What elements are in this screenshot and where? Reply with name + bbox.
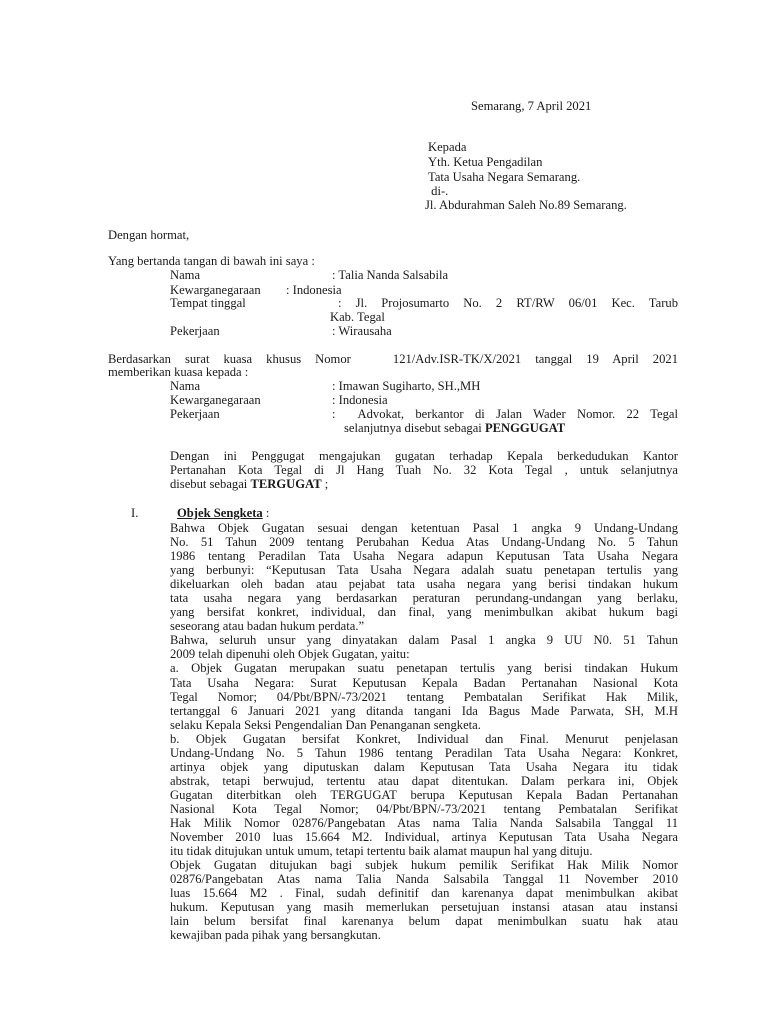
- paragraph-line: Gugatan diterbitkan oleh TERGUGAT berupa Keputusan Kepala Badan Pertanahan: [170, 787, 678, 802]
- paragraph-line: selaku Kepala Seksi Pengendalian Dan Penanganan sengketa.: [170, 717, 481, 732]
- paragraph-line: 02876/Pangebatan Atas nama Talia Nanda Salsabila Tanggal 11 November 2010: [170, 872, 678, 887]
- paragraph-line: Tata Usaha Negara: Surat Keputusan Kepala Badan Pertanahan Nasional Kota: [170, 675, 678, 690]
- plaintiff-term: PENGGUGAT: [484, 421, 566, 435]
- field-label: Kewarganegaraan: [170, 393, 261, 407]
- field-value: : Advokat, berkantor di Jalan Wader Nomor. 22 Tegal: [332, 407, 678, 421]
- recipient-address: Jl. Abdurahman Saleh No.89 Semarang.: [425, 198, 627, 212]
- section-number: I.: [131, 506, 139, 520]
- paragraph-line: Bahwa, seluruh unsur yang dinyatakan dalam Pasal 1 angka 9 UU N0. 51 Tahun: [170, 633, 678, 648]
- paragraph-line: kewajiban pada pihak yang bersangkutan.: [170, 928, 381, 943]
- paragraph-line: Objek Gugatan ditujukan bagi subjek hukum pemilik Serifikat Hak Milik Nomor: [170, 858, 678, 873]
- plaintiff-name-row: [170, 268, 678, 282]
- paragraph-line: itu tidak ditujukan untuk umum, tetapi tertentu baik alamat maupun hal yang dituju.: [170, 844, 593, 859]
- recipient-line: Kepada: [428, 140, 467, 154]
- line-text: ;: [321, 477, 329, 491]
- section-title-suffix: :: [262, 506, 270, 520]
- paragraph-line: abstrak, tetapi berwujud, tertentu atau dapat ditentukan. Dalam perkara ini, Objek: [170, 773, 678, 788]
- paragraph-line: November 2010 luas 15.664 M2. Individual, artinya Keputusan Tata Usaha Negara: [170, 830, 678, 845]
- field-value: : Indonesia: [332, 393, 388, 407]
- recipient-line: di-.: [428, 184, 449, 198]
- field-label: Kewarganegaraan: [170, 283, 261, 297]
- attorney-name-row: [170, 379, 678, 393]
- recipient-line: Yth. Ketua Pengadilan: [428, 155, 543, 169]
- field-label: Pekerjaan: [170, 407, 220, 421]
- field-label: Nama: [170, 268, 201, 282]
- paragraph-line: Bahwa Objek Gugatan sesuai dengan ketentuan Pasal 1 angka 9 Undang-Undang: [170, 521, 678, 535]
- paragraph-line: Dengan ini Penggugat mengajukan gugatan terhadap Kepala berkedudukan Kantor: [170, 449, 678, 463]
- section-title: Objek Sengketa: [177, 506, 263, 520]
- plaintiff-nationality-row: [170, 283, 678, 297]
- attorney-job-row: [170, 407, 678, 421]
- field-label: Tempat tinggal: [170, 296, 246, 310]
- power-of-attorney-line: Berdasarkan surat kuasa khusus Nomor 121/Adv.ISR-TK/X/2021 tanggal 19 April 2021: [108, 352, 678, 366]
- paragraph-line: b. Objek Gugatan bersifat Konkret, Individual dan Final. Menurut penjelasan: [170, 731, 678, 746]
- attorney-nationality-row: [170, 393, 678, 407]
- field-label: Nama: [170, 379, 201, 393]
- paragraph-line: dikeluarkan oleh badan atau pejabat tata usaha negara yang berisi tindakan hukum: [170, 577, 678, 592]
- paragraph-line: 2009 telah dipenuhi oleh Objek Gugatan, yaitu:: [170, 647, 410, 662]
- field-label: Pekerjaan: [170, 324, 220, 338]
- paragraph-line: artinya objek yang diputuskan dalam Keputusan Tata Usaha Negara itu tidak: [170, 759, 678, 774]
- section-heading: [177, 506, 269, 520]
- paragraph-line: Tegal Nomor; 04/Pbt/BPN/-73/2021 tentang Pembatalan Serifikat Hak Milik,: [170, 689, 678, 704]
- line-text: disebut sebagai: [170, 477, 251, 491]
- paragraph-line: tata usaha negara yang berdasarkan peraturan perundang-undangan yang berlaku,: [170, 591, 678, 606]
- greeting: Dengan hormat,: [108, 228, 190, 242]
- paragraph-line: luas 15.664 M2 . Final, sudah definitif dan karenanya dapat menimbulkan akibat: [170, 886, 678, 901]
- paragraph-line: yang bersifat konkret, individual, dan final, yang menimbulkan akibat hukum bagi: [170, 605, 678, 620]
- paragraph-line: lain belum bersifat final karenanya belum dapat menimbulkan suatu hak atau: [170, 914, 678, 929]
- recipient-line: Tata Usaha Negara Semarang.: [428, 170, 581, 184]
- place-date: Semarang, 7 April 2021: [471, 99, 592, 113]
- plaintiff-job-row: [170, 324, 678, 338]
- paragraph-line: hukum. Keputusan yang masih memerlukan persetujuan instansi atasan atau instansi: [170, 900, 678, 915]
- paragraph-line: seseorang atau badan hukum perdata.”: [170, 619, 365, 634]
- paragraph-line: Nasional Kota Tegal Nomor; 04/Pbt/BPN/-73/2021 tentang Pembatalan Serifikat: [170, 801, 678, 816]
- field-value: : Jl. Projosumarto No. 2 RT/RW 06/01 Kec. Tarub: [338, 296, 678, 310]
- field-value: : Indonesia: [286, 283, 342, 297]
- paragraph-line: yang berbunyi: “Keputusan Tata Usaha Negara adalah suatu penetapan tertulis yang: [170, 563, 678, 578]
- defendant-term: TERGUGAT: [250, 477, 322, 491]
- field-value: : Wirausaha: [332, 324, 392, 338]
- paragraph-line: 1986 tentang Peradilan Tata Usaha Negara adapun Keputusan Tata Usaha Negara: [170, 549, 678, 564]
- paragraph-line: tertanggal 6 Januari 2021 yang ditanda tangani Ida Bagus Made Parwata, SH, M.H: [170, 703, 678, 718]
- address-continued: Kab. Tegal: [330, 310, 385, 324]
- paragraph-line: Undang-Undang No. 5 Tahun 1986 tentang Peradilan Tata Usaha Negara: Konkret,: [170, 745, 678, 760]
- paragraph-line: Hak Milik Nomor 02876/Pangebatan Atas nama Talia Nanda Salsabila Tanggal 11: [170, 815, 678, 830]
- field-value: : Imawan Sugiharto, SH.,MH: [332, 379, 481, 393]
- paragraph-line: [170, 477, 678, 491]
- paragraph-line: a. Objek Gugatan merupakan suatu penetapan tertulis yang berisi tindakan Hukum: [170, 661, 678, 676]
- lawsuit-paragraph: [170, 449, 678, 491]
- section-body: [170, 521, 678, 942]
- designation-text: selanjutnya disebut sebagai: [344, 421, 485, 435]
- attorney-designation: [344, 421, 565, 435]
- paragraph-line: Pertanahan Kota Tegal di Jl Hang Tuah No. 32 Kota Tegal , untuk selanjutnya: [170, 463, 678, 477]
- intro-text: Yang bertanda tangan di bawah ini saya :: [108, 254, 315, 268]
- power-of-attorney-line: memberikan kuasa kepada :: [108, 365, 249, 379]
- paragraph-line: No. 51 Tahun 2009 tentang Perubahan Kedua Atas Undang-Undang No. 5 Tahun: [170, 535, 678, 550]
- plaintiff-address-row: [170, 296, 678, 310]
- field-value: : Talia Nanda Salsabila: [332, 268, 449, 282]
